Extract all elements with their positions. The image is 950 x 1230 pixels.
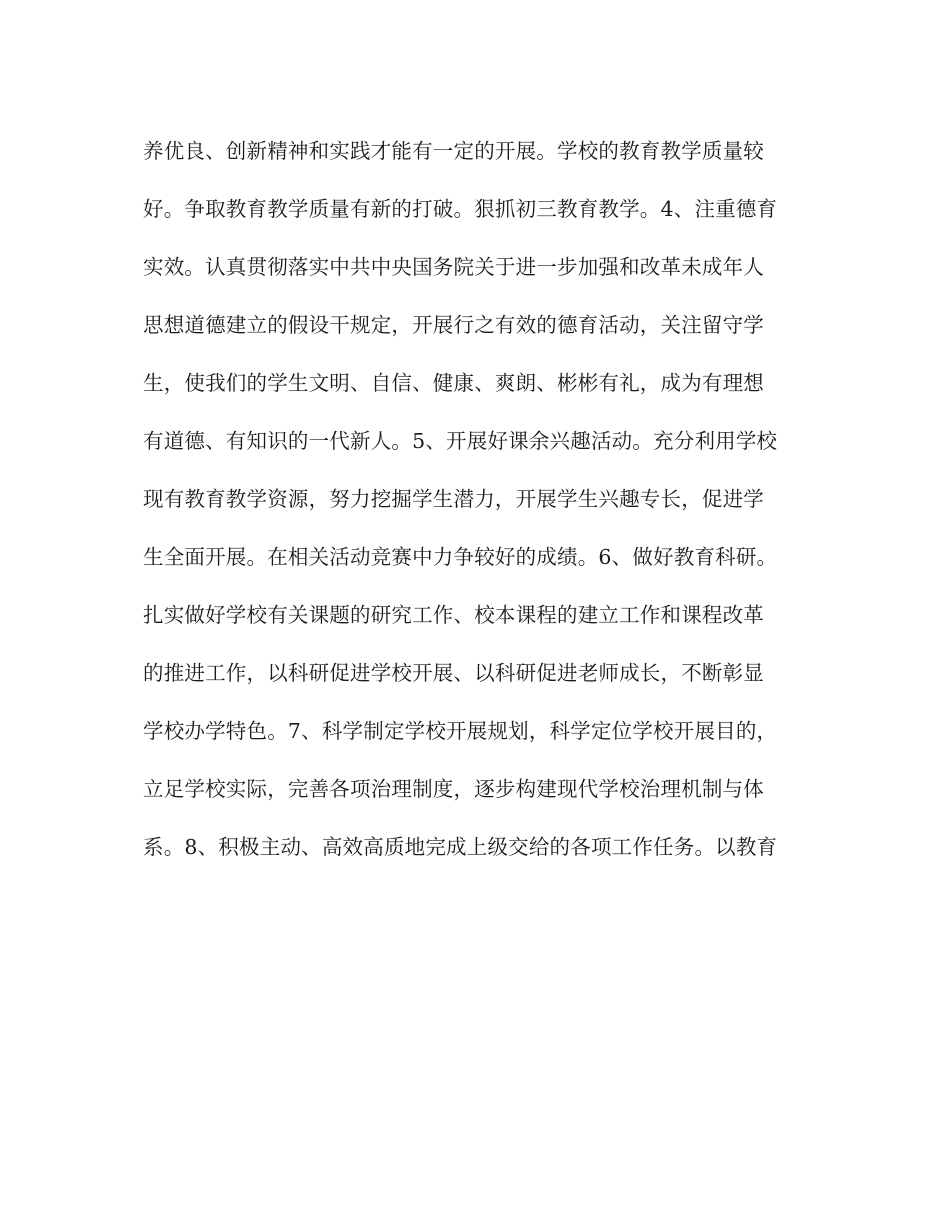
text-line-5: 生，使我们的学生文明、自信、健康、爽朗、彬彬有礼，成为有理想 [143,371,764,395]
text-line-12: 立足学校实际，完善各项治理制度，逐步构建现代学校治理机制与体 [143,777,764,801]
body-text [143,122,813,876]
text-line-7: 现有教育教学资源，努力挖掘学生潜力，开展学生兴趣专长，促进学 [143,487,764,511]
text-line-6: 有道德、有知识的一代新人。5、开展好课余兴趣活动。充分利用学校 [143,429,778,453]
text-line-3: 实效。认真贯彻落实中共中央国务院关于进一步加强和改革未成年人 [143,255,764,279]
text-line-13: 系。8、积极主动、高效高质地完成上级交给的各项工作任务。以教育 [143,835,778,859]
text-line-11: 学校办学特色。7、科学制定学校开展规划，科学定位学校开展目的， [143,719,778,743]
text-line-9: 扎实做好学校有关课题的研究工作、校本课程的建立工作和课程改革 [143,603,764,627]
text-line-4: 思想道德建立的假设干规定，开展行之有效的德育活动，关注留守学 [143,313,764,337]
text-line-10: 的推进工作，以科研促进学校开展、以科研促进老师成长，不断彰显 [143,661,764,685]
text-line-2: 好。争取教育教学质量有新的打破。狠抓初三教育教学。4、注重德育 [143,197,778,221]
text-line-1: 养优良、创新精神和实践才能有一定的开展。学校的教育教学质量较 [143,139,764,163]
text-line-8: 生全面开展。在相关活动竞赛中力争较好的成绩。6、做好教育科研。 [143,545,778,569]
